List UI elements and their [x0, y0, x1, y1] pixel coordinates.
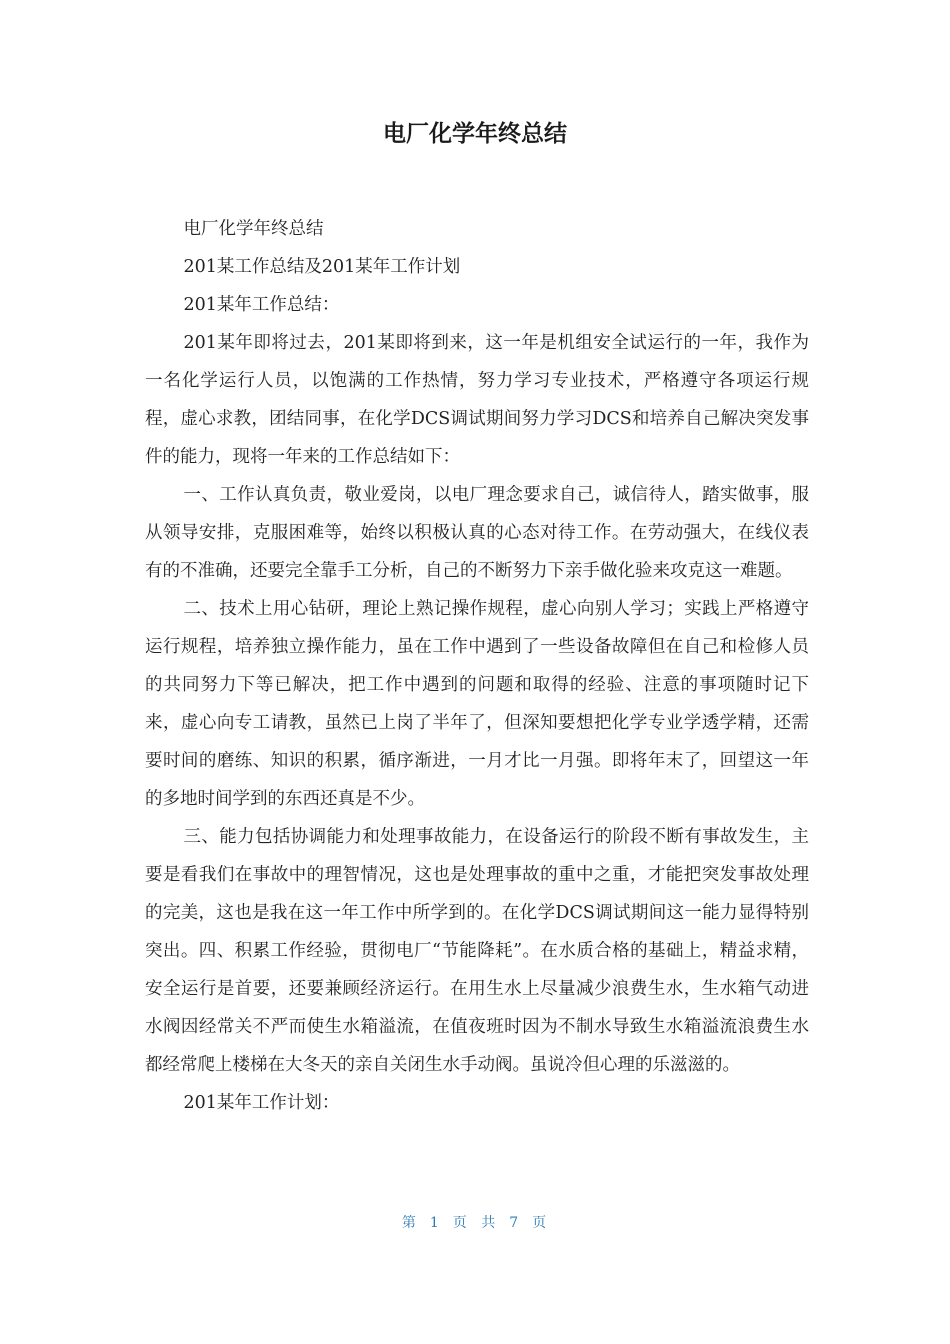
paragraph-heading: 电厂化学年终总结 [183, 219, 324, 239]
paragraph-point-one: 一、工作认真负责，敬业爱岗，以电厂理念要求自己，诚信待人，踏实做事，服从领导安排，克服困难等，始终以积极认真的心态对待工作。在劳动强大，在线仪表有的不准确，还要完全靠手工分析，自己的不断努力下亲手做化验来攻克这一难题。 [145, 485, 809, 581]
paragraph-intro: 201某年即将过去，201某即将到来，这一年是机组安全试运行的一年，我作为一名化学运行人员，以饱满的工作热情，努力学习专业技术，严格遵守各项运行规程，虚心求教，团结同事，在化学DCS调试期间努力学习DCS和培养自己解决突发事件的能力，现将一年来的工作总结如下： [145, 333, 809, 467]
paragraph-subtitle: 201某工作总结及201某年工作计划 [183, 257, 461, 277]
footer-total-pages: 7 [509, 1215, 521, 1231]
footer-prefix: 第 [401, 1215, 418, 1231]
document-body [145, 210, 809, 1122]
document-title: 电厂化学年终总结 [383, 121, 567, 147]
paragraph-point-two: 二、技术上用心钻研，理论上熟记操作规程，虚心向别人学习；实践上严格遵守运行规程，培养独立操作能力，虽在工作中遇到了一些设备故障但在自己和检修人员的共同努力下等已解决，把工作中遇到的问题和取得的经验、注意的事项随时记下来，虚心向专工请教，虽然已上岗了半年了，但深知要想把化学专业学透学精，还需要时间的磨练、知识的积累，循序渐进，一月才比一月强。即将年末了，回望这一年的多地时间学到的东西还真是不少。 [145, 599, 809, 809]
page-footer [0, 1211, 950, 1235]
footer-middle: 页 共 [452, 1215, 498, 1231]
paragraph-point-three: 三、能力包括协调能力和处理事故能力，在设备运行的阶段不断有事故发生，主要是看我们在事故中的理智情况，这也是处理事故的重中之重，才能把突发事故处理的完美，这也是我在这一年工作中所学到的。在化学DCS调试期间这一能力显得特别突出。四、积累工作经验，贯彻电厂“节能降耗”。在水质合格的基础上，精益求精，安全运行是首要，还要兼顾经济运行。在用生水上尽量减少浪费生水，生水箱气动进水阀因经常关不严而使生水箱溢流，在值夜班时因为不制水导致生水箱溢流浪费生水都经常爬上楼梯在大冬天的亲自关闭生水手动阀。虽说冷但心理的乐滋滋的。 [145, 827, 809, 1075]
paragraph-summary-label: 201某年工作总结： [183, 295, 340, 315]
footer-current-page: 1 [429, 1215, 441, 1231]
footer-suffix: 页 [532, 1215, 549, 1231]
paragraph-plan-label: 201某年工作计划： [183, 1093, 340, 1113]
